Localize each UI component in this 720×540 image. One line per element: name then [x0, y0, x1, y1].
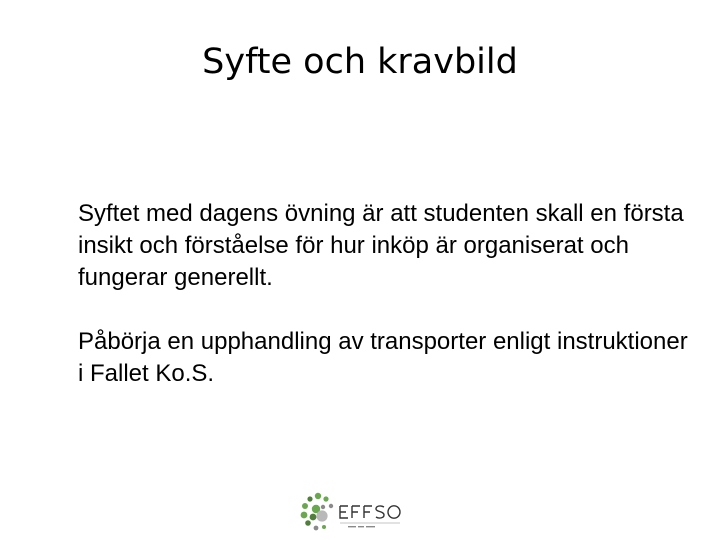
task-paragraph: Påbörja en upphandling av transporter enligt instruktioner i Fallet Ko.S. [78, 328, 688, 387]
slide-title: Syfte och kravbild [202, 42, 518, 82]
logo-tagline [348, 526, 375, 527]
purpose-paragraph: Syftet med dagens övning är att studenten skall en första insikt och förståelse för hur inköp är organiserat och fungerar generellt. [78, 200, 684, 291]
effso-wordmark [340, 506, 400, 518]
slide-body [78, 198, 698, 390]
effso-logo [296, 490, 411, 534]
effso-logo-graphic [296, 490, 411, 534]
dot-circle-icon [301, 493, 334, 531]
